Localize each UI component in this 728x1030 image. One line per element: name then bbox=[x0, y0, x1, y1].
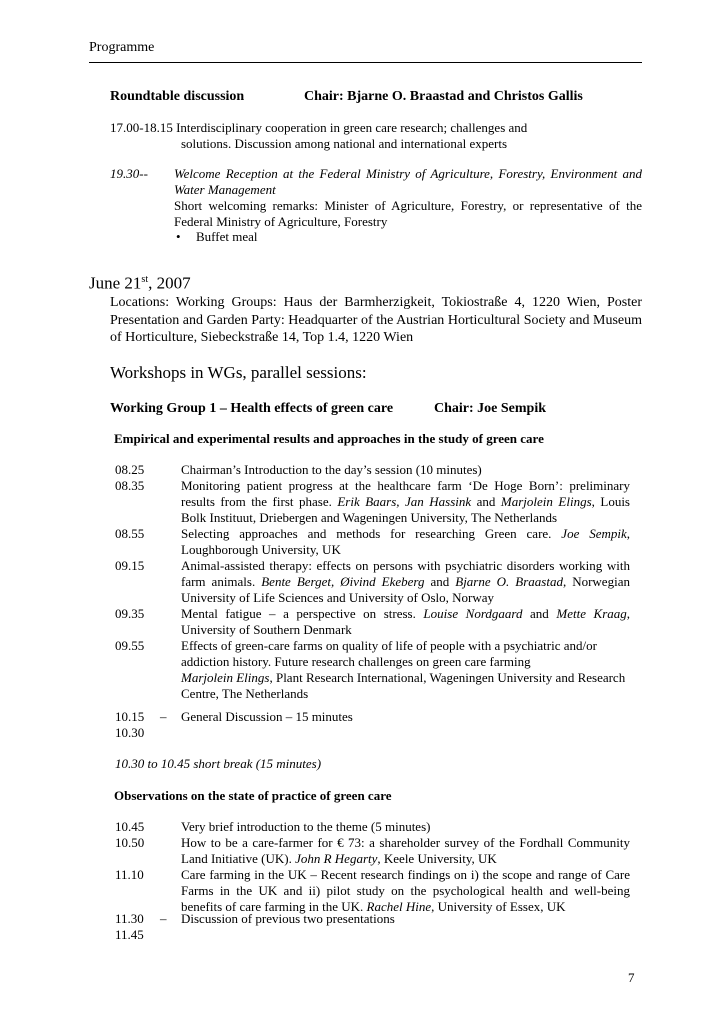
row-dash: – bbox=[160, 911, 167, 926]
break-note: 10.30 to 10.45 short break (15 minutes) bbox=[115, 756, 322, 771]
row-text: Discussion of previous two presentations bbox=[181, 911, 395, 926]
row-time: 08.35 bbox=[115, 478, 145, 493]
row-dash: – bbox=[160, 709, 167, 724]
roundtable-line2: solutions. Discussion among national and international experts bbox=[181, 136, 508, 151]
header-rule bbox=[89, 62, 642, 63]
reception-bullet: Buffet meal bbox=[196, 229, 258, 244]
bullet-icon: • bbox=[176, 229, 181, 244]
row-time: 11.10 bbox=[115, 867, 144, 882]
wg1-title: Working Group 1 – Health effects of green care bbox=[110, 401, 394, 416]
row-text: Animal-assisted therapy: effects on persons with psychiatric disorders working with farm animals. Bente Berget, Øivind Ekeberg and Bjarne O. Braastad, Norwegian University of Life Sciences and University of Oslo, Norway bbox=[181, 558, 630, 605]
row-time: 09.35 bbox=[115, 606, 145, 621]
reception-remarks: Short welcoming remarks: Minister of Agriculture, Forestry, or representative of the Federal Ministry of Agriculture, Forestry bbox=[174, 198, 642, 229]
day-locations: Locations: Working Groups: Haus der Barmherzigkeit, Tokiostraße 4, 1220 Wien, Poster Presentation and Garden Party: Headquarter of the Austrian Horticultural Society and Museum of Horticulture, Siebeckstraße 14, Top 1.4, 1220 Wien bbox=[110, 295, 642, 345]
workshops-heading: Workshops in WGs, parallel sessions: bbox=[110, 363, 367, 382]
section-1-title: Empirical and experimental results and approaches in the study of green care bbox=[114, 431, 544, 446]
row-text: How to be a care-farmer for € 73: a shareholder survey of the Fordhall Community Land Initiative (UK). John R Hegarty, Keele University, UK bbox=[181, 835, 630, 866]
page-header: Programme bbox=[89, 40, 155, 55]
row-text: Mental fatigue – a perspective on stress. Louise Nordgaard and Mette Kraag, University of Southern Denmark bbox=[181, 606, 631, 637]
row-text: General Discussion – 15 minutes bbox=[181, 709, 353, 724]
reception-time: 19.30-- bbox=[110, 166, 148, 181]
row-time: 08.55 bbox=[115, 526, 145, 541]
section-2-title: Observations on the state of practice of green care bbox=[114, 788, 392, 803]
row-time: 09.55 bbox=[115, 638, 145, 653]
roundtable-line1: 17.00-18.15 Interdisciplinary cooperation in green care research; challenges and bbox=[110, 120, 528, 135]
reception-title-2: Water Management bbox=[174, 182, 276, 197]
row-time: 11.30 bbox=[115, 911, 144, 926]
row-text: Effects of green-care farms on quality of life of people with a psychiatric and/or addiction history. Future research challenges on green care farming Marjolein Elings, Plant Research International, Wageningen University and Research Centre, The Netherlands bbox=[181, 638, 626, 701]
row-text: Very brief introduction to the theme (5 minutes) bbox=[181, 819, 431, 834]
row-text: Care farming in the UK – Recent research findings on i) the scope and range of Care Farms in the UK and ii) pilot study on the psychological health and well-being benefits of care farming in the UK. Rachel Hine, University of Essex, UK bbox=[181, 867, 630, 914]
wg1-chair: Chair: Joe Sempik bbox=[434, 401, 546, 416]
row-time: 09.15 bbox=[115, 558, 145, 573]
row-time: 10.15 bbox=[115, 709, 145, 724]
day-date: June 21st, 2007 bbox=[89, 273, 191, 293]
roundtable-chair: Chair: Bjarne O. Braastad and Christos Gallis bbox=[304, 89, 583, 104]
row-time: 10.50 bbox=[115, 835, 145, 850]
row-time: 08.25 bbox=[115, 462, 145, 477]
row-time: 10.30 bbox=[115, 725, 145, 740]
row-text: Chairman’s Introduction to the day’s session (10 minutes) bbox=[181, 462, 482, 477]
reception-title-1: Welcome Reception at the Federal Ministry of Agriculture, Forestry, Environment and bbox=[174, 166, 642, 181]
row-time: 11.45 bbox=[115, 927, 144, 942]
row-text: Selecting approaches and methods for researching Green care. Joe Sempik, Loughborough University, UK bbox=[181, 526, 630, 557]
row-time: 10.45 bbox=[115, 819, 145, 834]
row-text: Monitoring patient progress at the healthcare farm ‘De Hoge Born’: preliminary results from the first phase. Erik Baars, Jan Hassink and Marjolein Elings, Louis Bolk Instituut, Driebergen and Wageningen University, The Netherlands bbox=[181, 478, 630, 525]
page-number: 7 bbox=[628, 970, 635, 985]
roundtable-label: Roundtable discussion bbox=[110, 89, 245, 104]
